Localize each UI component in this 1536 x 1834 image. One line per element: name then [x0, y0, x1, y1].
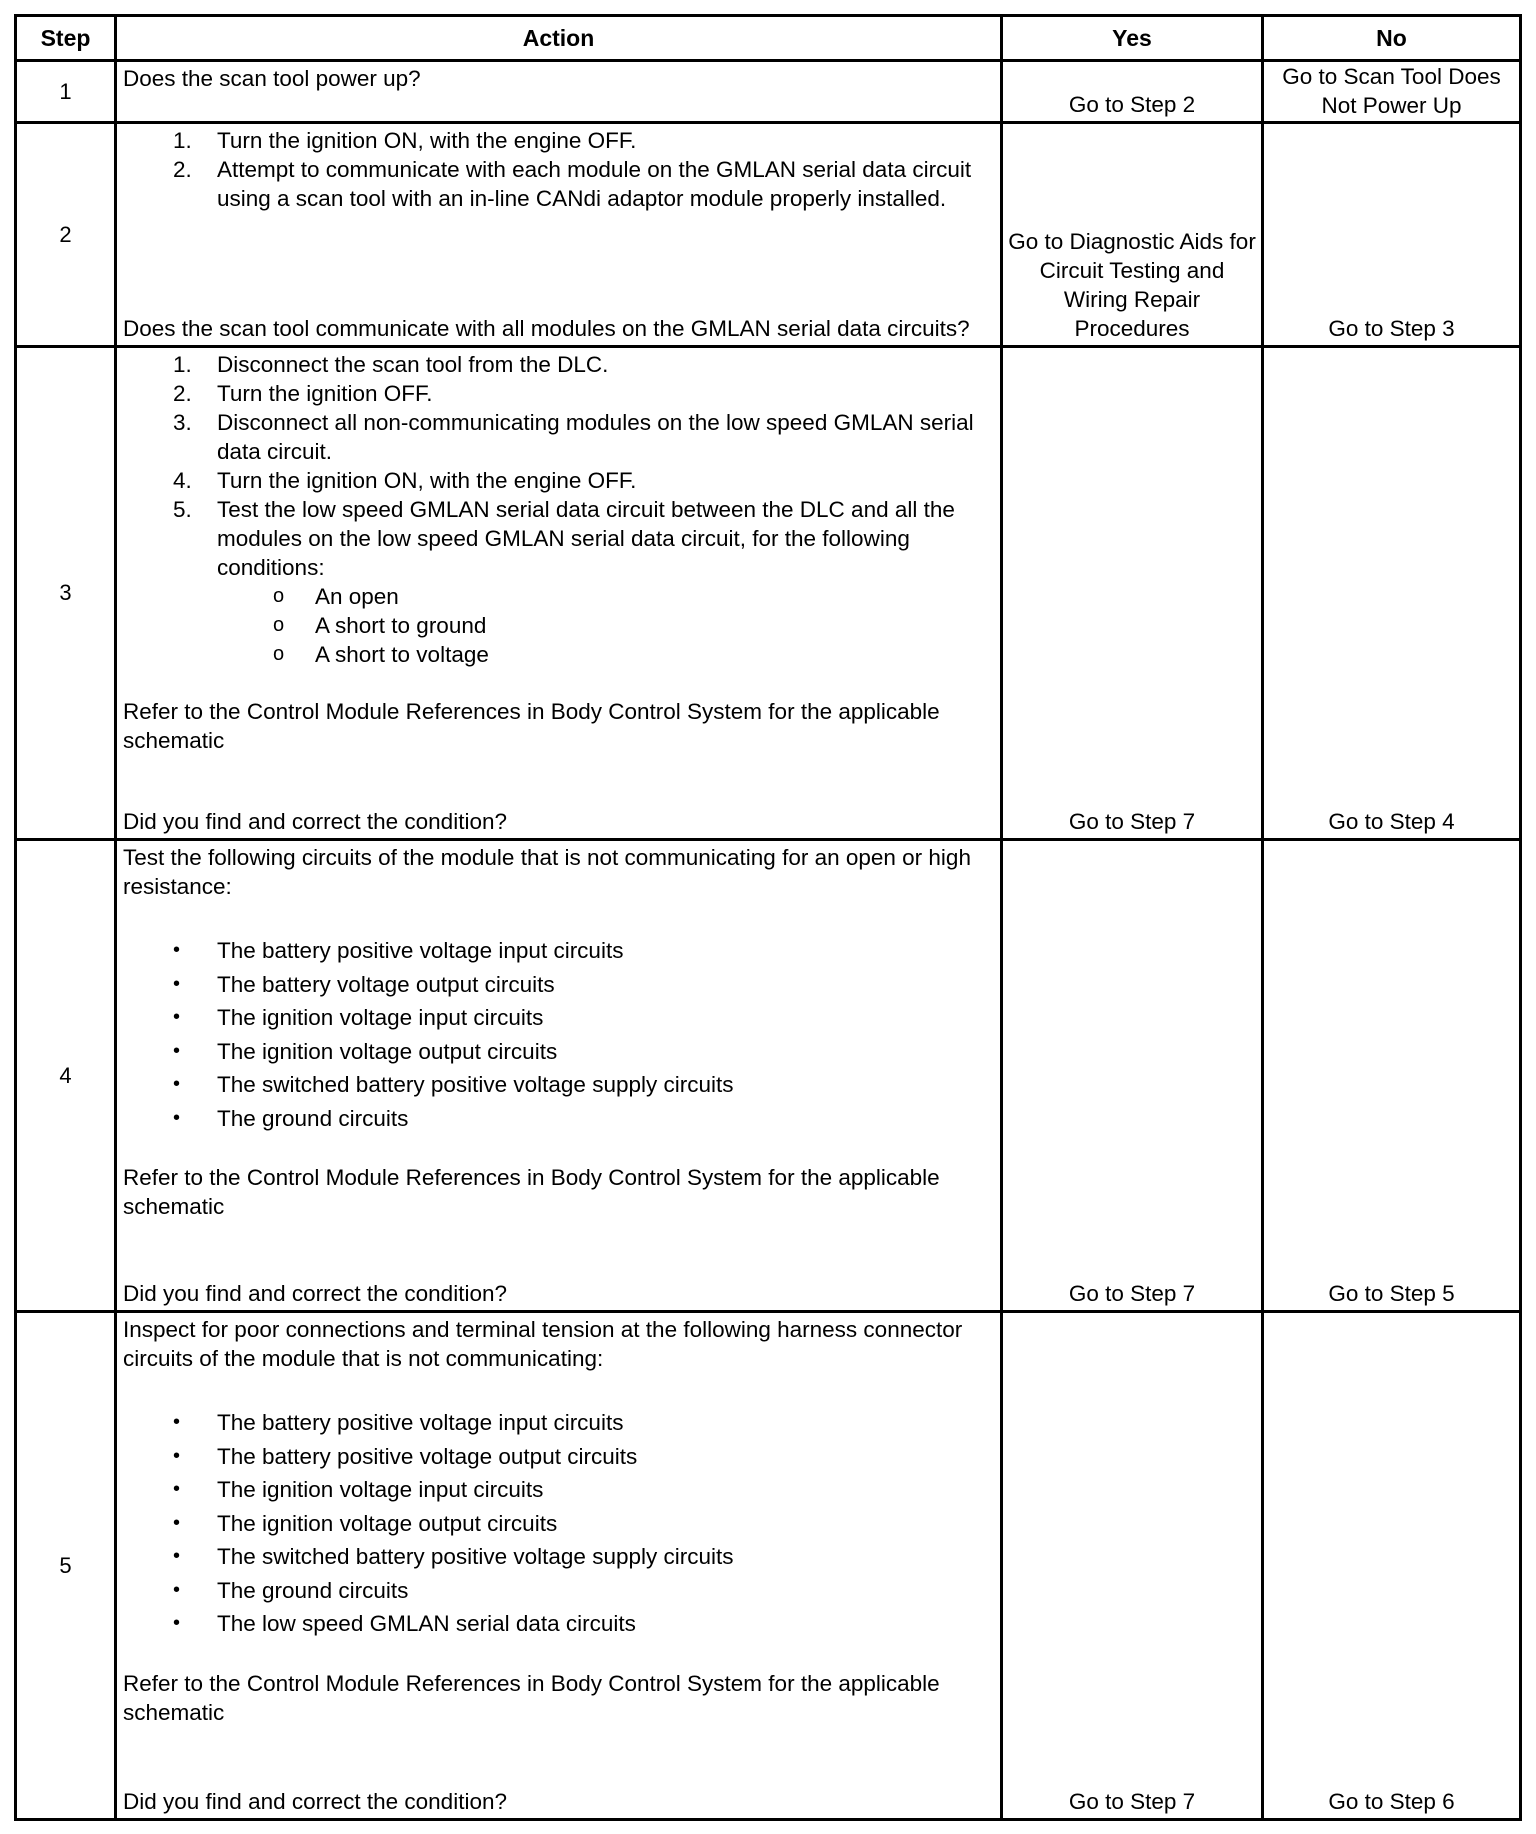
no-link[interactable]: Go to Step 6 [1328, 1789, 1455, 1814]
step-index: 4. [173, 468, 192, 493]
yes-link[interactable]: Go to Step 7 [1068, 1789, 1196, 1814]
no-link[interactable]: Go to Step 5 [1328, 1281, 1455, 1306]
bullet-text: The battery voltage output circuits [217, 971, 555, 997]
list-item [123, 640, 994, 669]
yes-link[interactable]: Go to Diagnostic Aids for Circuit Testing and Wiring Repair Procedures [1008, 229, 1256, 341]
bullet-icon: • [173, 939, 181, 961]
bullet-text: The battery positive voltage output circuits [217, 1443, 638, 1469]
refer-text: Refer to the Control Module References in Body Control System for the applicable schematic [123, 1165, 940, 1219]
step-index: 2. [173, 381, 192, 406]
numbered-steps [123, 350, 994, 582]
list-item [123, 155, 994, 213]
bullet-text: The ground circuits [217, 1105, 409, 1131]
list-item [123, 1068, 994, 1102]
bullet-text: The switched battery positive voltage supply circuits [217, 1544, 734, 1569]
header-yes: Yes [1003, 17, 1264, 59]
step-text: Turn the ignition ON, with the engine OFF. [217, 468, 637, 493]
no-cell [1264, 124, 1519, 345]
step-index: 5. [173, 497, 192, 522]
bullet-icon: • [173, 1578, 181, 1601]
yes-link[interactable]: Go to Step 7 [1068, 1281, 1196, 1306]
action-cell [117, 348, 1003, 838]
list-item [123, 126, 994, 155]
no-cell [1264, 1313, 1519, 1818]
action-cell [117, 841, 1003, 1310]
no-link[interactable]: Go to Step 3 [1328, 316, 1455, 341]
diagnostic-table [14, 14, 1522, 1821]
condition-text: A short to ground [315, 613, 487, 638]
bullet-icon: • [173, 1039, 181, 1062]
bullet-text: The battery positive voltage input circuits [217, 938, 624, 963]
list-item [123, 1406, 994, 1440]
bullet-text: The ignition voltage input circuits [217, 1005, 544, 1030]
step-index: 3. [173, 410, 192, 435]
circle-bullet-icon: o [273, 614, 285, 636]
table-row-step-4 [17, 838, 1519, 1310]
yes-cell [1003, 62, 1264, 121]
action-cell [117, 124, 1003, 345]
bullet-icon: • [173, 1444, 181, 1467]
yes-cell [1003, 124, 1264, 345]
no-link[interactable]: Go to Scan Tool Does Not Power Up [1282, 63, 1501, 118]
yes-cell [1003, 348, 1264, 838]
action-cell [117, 62, 1003, 121]
list-item [123, 1574, 994, 1608]
circle-bullet-icon: o [273, 643, 285, 665]
yes-cell [1003, 1313, 1264, 1818]
step-number: 1 [17, 62, 117, 121]
list-item [123, 968, 994, 1002]
refer-text: Refer to the Control Module References in Body Control System for the applicable schematic [123, 1670, 940, 1725]
header-step: Step [17, 17, 117, 59]
list-item [123, 466, 994, 495]
numbered-steps [123, 126, 994, 213]
bullet-icon: • [173, 1545, 181, 1567]
bullet-icon: • [173, 1411, 181, 1433]
list-item [123, 1473, 994, 1507]
list-item [123, 379, 994, 408]
bullet-icon: • [173, 1478, 181, 1500]
step-text: Disconnect all non-communicating modules on the low speed GMLAN serial data circuit. [217, 410, 974, 464]
step-index: 2. [173, 157, 192, 182]
question-text: Did you find and correct the condition? [123, 1789, 507, 1814]
bullet-text: The ignition voltage output circuits [217, 1038, 558, 1064]
list-item [123, 1540, 994, 1574]
bullet-icon: • [173, 1612, 181, 1634]
bullet-text: The low speed GMLAN serial data circuits [217, 1611, 636, 1636]
list-item [123, 1507, 994, 1541]
step-index: 1. [173, 352, 192, 377]
list-item [123, 1607, 994, 1641]
step-text: Test the low speed GMLAN serial data circuit between the DLC and all the modules on the low speed GMLAN serial data circuit, for the following conditions: [217, 497, 955, 580]
circle-bullet-icon: o [273, 585, 285, 607]
bullet-text: The ignition voltage input circuits [217, 1477, 544, 1502]
question-text: Does the scan tool power up? [123, 66, 421, 91]
bullet-icon: • [173, 972, 181, 995]
question-text: Did you find and correct the condition? [123, 809, 507, 834]
step-number: 2 [17, 124, 117, 345]
step-text: Disconnect the scan tool from the DLC. [217, 352, 609, 377]
refer-text: Refer to the Control Module References in Body Control System for the applicable schematic [123, 699, 940, 753]
intro-text: Inspect for poor connections and terminal tension at the following harness connector circuits of the module that is not communicating: [123, 1317, 963, 1371]
yes-cell [1003, 841, 1264, 1310]
table-row-step-3 [17, 345, 1519, 838]
table-header-row [17, 17, 1519, 59]
step-number: 3 [17, 348, 117, 838]
circuit-list [123, 1406, 994, 1641]
list-item [123, 934, 994, 968]
bullet-text: The battery positive voltage input circuits [217, 1410, 624, 1435]
action-cell [117, 1313, 1003, 1818]
circuit-list [123, 934, 994, 1135]
header-no: No [1376, 24, 1407, 51]
list-item [123, 1001, 994, 1035]
list-item [123, 611, 994, 640]
no-link[interactable]: Go to Step 4 [1328, 809, 1455, 834]
header-action: Action [117, 17, 1003, 59]
table-row-step-2 [17, 121, 1519, 345]
step-number: 5 [17, 1313, 117, 1818]
bullet-icon: • [173, 1073, 181, 1095]
bullet-text: The ground circuits [217, 1577, 409, 1603]
yes-link[interactable]: Go to Step 2 [1068, 92, 1196, 117]
no-cell [1264, 62, 1519, 121]
list-item [123, 1035, 994, 1069]
step-text: Attempt to communicate with each module on the GMLAN serial data circuit using a scan tool with an in-line CANdi adaptor module properly installed. [217, 157, 972, 211]
yes-link[interactable]: Go to Step 7 [1068, 809, 1196, 834]
intro-text: Test the following circuits of the module that is not communicating for an open or high resistance: [123, 845, 971, 899]
bullet-icon: • [173, 1511, 181, 1534]
step-text: Turn the ignition OFF. [217, 381, 433, 406]
list-item [123, 1102, 994, 1136]
step-text: Turn the ignition ON, with the engine OFF. [217, 128, 637, 153]
no-cell [1264, 841, 1519, 1310]
bullet-icon: • [173, 1006, 181, 1028]
table-row-step-1 [17, 59, 1519, 121]
condition-text: A short to voltage [315, 642, 489, 667]
table-row-step-5 [17, 1310, 1519, 1818]
list-item [123, 408, 994, 466]
step-number: 4 [17, 841, 117, 1310]
no-cell [1264, 348, 1519, 838]
condition-text: An open [315, 584, 399, 609]
list-item [123, 350, 994, 379]
list-item [123, 1440, 994, 1474]
list-item [123, 582, 994, 611]
condition-list [123, 582, 994, 669]
bullet-text: The ignition voltage output circuits [217, 1510, 558, 1536]
question-text: Does the scan tool communicate with all modules on the GMLAN serial data circuits? [123, 316, 970, 341]
bullet-text: The switched battery positive voltage supply circuits [217, 1072, 734, 1097]
list-item [123, 495, 994, 582]
question-text: Did you find and correct the condition? [123, 1281, 507, 1306]
step-index: 1. [173, 128, 192, 153]
bullet-icon: • [173, 1106, 181, 1129]
